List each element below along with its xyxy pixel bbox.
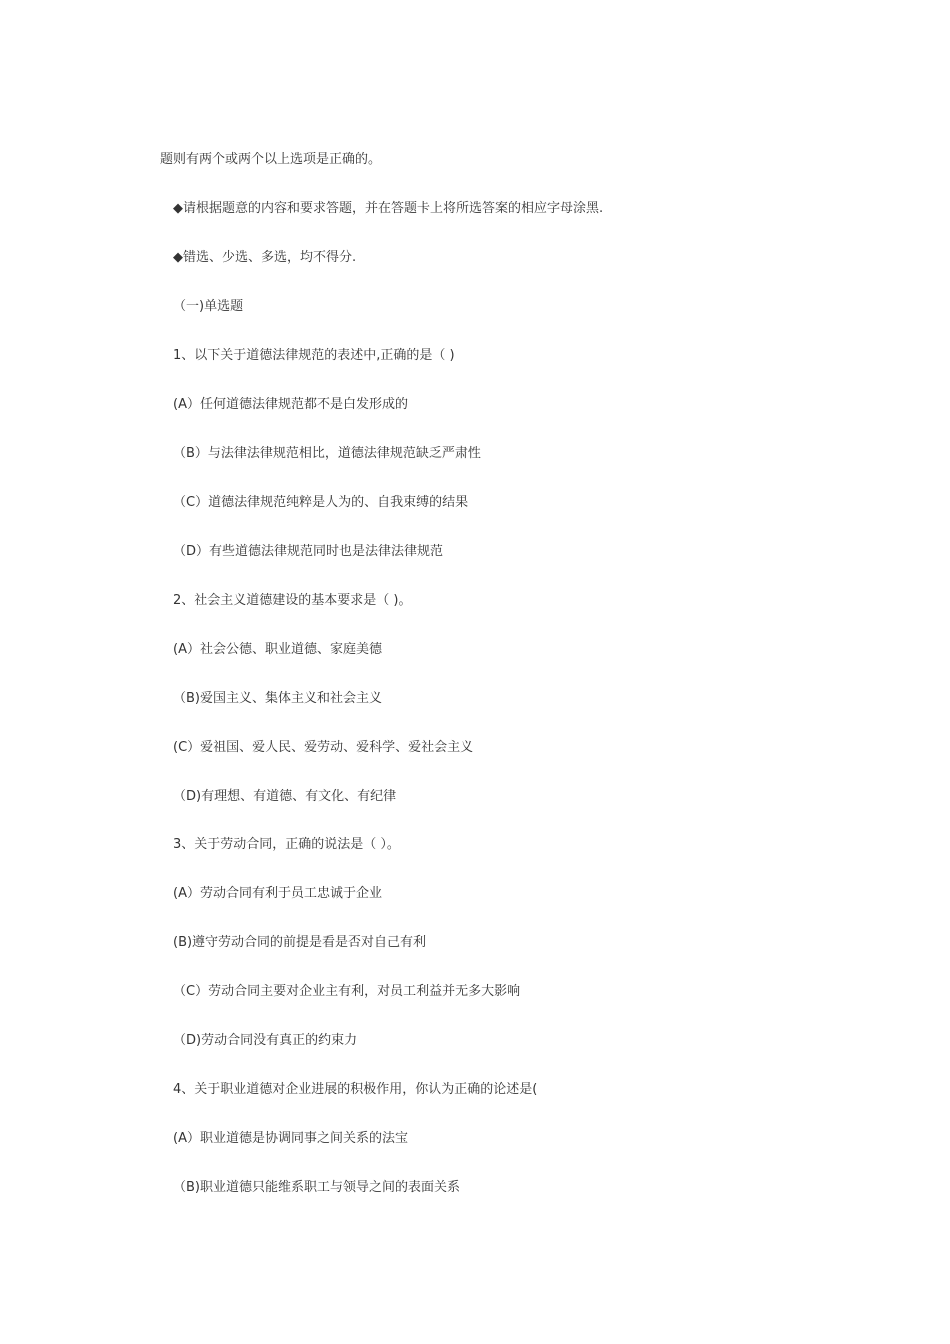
question-2-option-c: (C）爱祖国、爱人民、爱劳动、爱科学、爱社会主义 <box>173 740 474 755</box>
question-2: 2、社会主义道德建设的基本要求是（ )。 <box>173 593 412 608</box>
intro-line: 题则有两个或两个以上选项是正确的。 <box>160 152 382 167</box>
question-3-option-d: （D)劳动合同没有真正的约束力 <box>173 1033 358 1048</box>
question-4-option-a: (A）职业道德是协调同事之间关系的法宝 <box>173 1131 408 1146</box>
question-1-option-b: （B）与法律法律规范相比，道德法律规范缺乏严肃性 <box>173 446 481 461</box>
section-heading-single-choice: （一)单选题 <box>173 299 244 314</box>
question-3-option-b: (B)遵守劳动合同的前提是看是否对自己有利 <box>173 935 427 950</box>
question-2-option-d: （D)有理想、有道德、有文化、有纪律 <box>173 789 397 804</box>
question-1-option-d: （D）有些道德法律规范同时也是法律法律规范 <box>173 544 444 559</box>
question-4-option-b: （B)职业道德只能维系职工与领导之间的表面关系 <box>173 1180 460 1195</box>
question-1-option-a: (A）任何道德法律规范都不是白发形成的 <box>173 397 408 412</box>
question-2-option-a: (A）社会公德、职业道德、家庭美德 <box>173 642 382 657</box>
question-1: 1、以下关于道德法律规范的表述中,正确的是（ ) <box>173 348 455 363</box>
question-3-option-a: (A）劳动合同有利于员工忠诚于企业 <box>173 886 382 901</box>
instruction-answer-card: ◆请根据题意的内容和要求答题，并在答题卡上将所选答案的相应字母涂黑. <box>173 201 604 216</box>
question-3: 3、关于劳动合同，正确的说法是（ ）。 <box>173 837 400 852</box>
question-3-option-c: （C）劳动合同主要对企业主有利，对员工利益并无多大影响 <box>173 984 521 999</box>
question-2-option-b: （B)爱国主义、集体主义和社会主义 <box>173 691 382 706</box>
instruction-scoring: ◆错选、少选、多选，均不得分. <box>173 250 357 265</box>
question-4: 4、关于职业道德对企业进展的积极作用，你认为正确的论述是( <box>173 1082 538 1097</box>
question-1-option-c: （C）道德法律规范纯粹是人为的、自我束缚的结果 <box>173 495 469 510</box>
